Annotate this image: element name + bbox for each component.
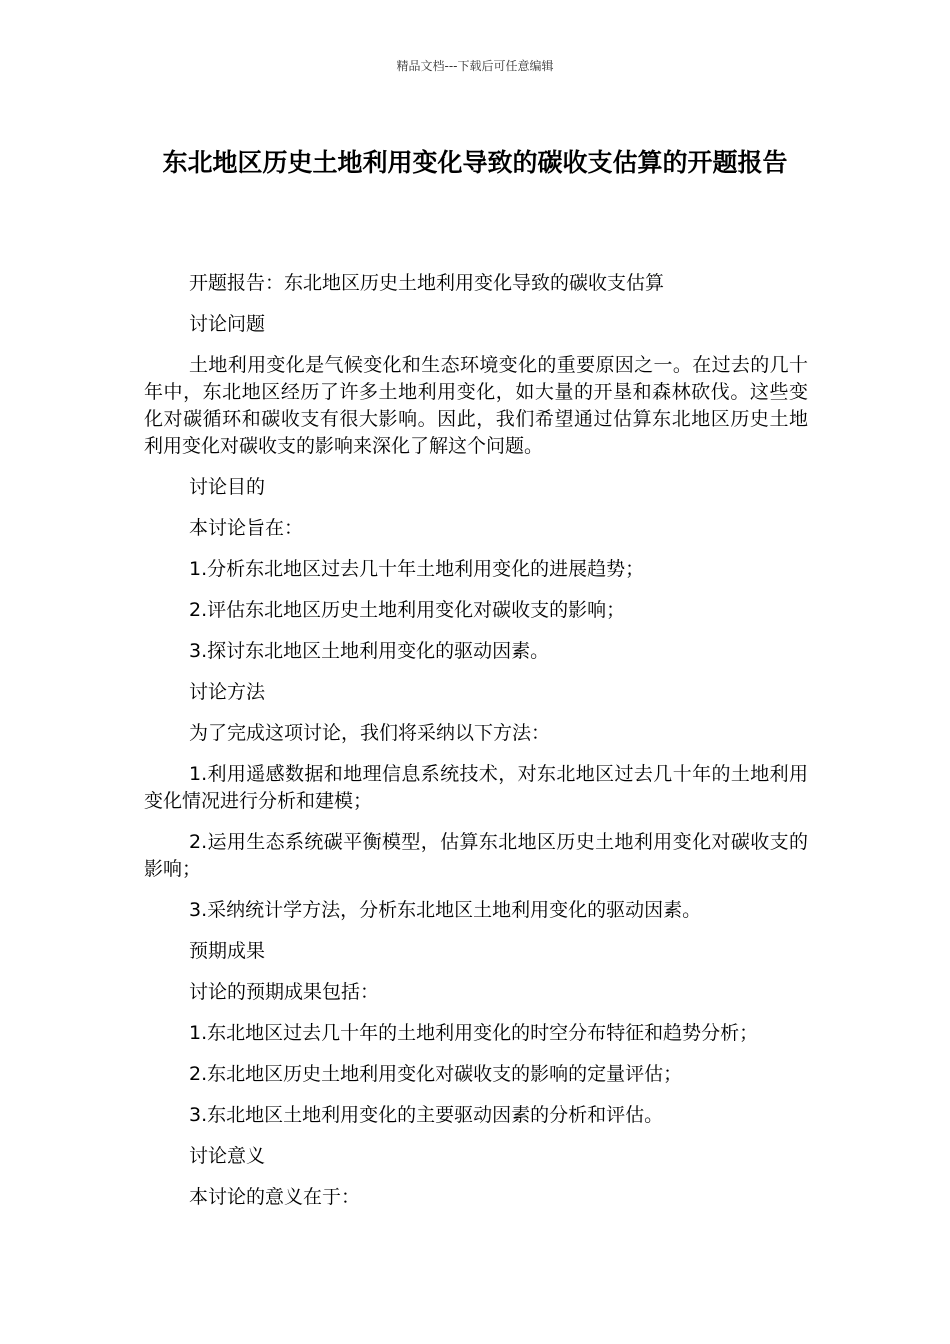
list-item: 1.东北地区过去几十年的土地利用变化的时空分布特征和趋势分析； bbox=[189, 1022, 759, 1044]
list-item: 2.运用生态系统碳平衡模型，估算东北地区历史土地利用变化对碳收支的影响； bbox=[144, 831, 808, 880]
list-item: 1.分析东北地区过去几十年土地利用变化的进展趋势； bbox=[189, 558, 645, 580]
paragraph: 土地利用变化是气候变化和生态环境变化的重要原因之一。在过去的几十年中，东北地区经历了许多土地利用变化，如大量的开垦和森林砍伐。这些变化对碳循环和碳收支有很大影响。因此，我们希望通过估算东北地区历史土地利用变化对碳收支的影响来深化了解这个问题。 bbox=[144, 354, 808, 457]
section-heading: 讨论目的 bbox=[189, 476, 266, 498]
document-title: 东北地区历史土地利用变化导致的碳收支估算的开题报告 bbox=[162, 148, 788, 177]
list-item: 3.采纳统计学方法，分析东北地区土地利用变化的驱动因素。 bbox=[189, 899, 702, 921]
paragraph: 本讨论旨在： bbox=[189, 517, 304, 539]
list-item: 3.东北地区土地利用变化的主要驱动因素的分析和评估。 bbox=[189, 1104, 664, 1126]
list-item: 2.评估东北地区历史土地利用变化对碳收支的影响； bbox=[189, 599, 626, 621]
paragraph: 开题报告：东北地区历史土地利用变化导致的碳收支估算 bbox=[189, 272, 665, 294]
list-item: 1.利用遥感数据和地理信息系统技术，对东北地区过去几十年的土地利用变化情况进行分析和建模； bbox=[144, 763, 808, 812]
header-note: 精品文档---下载后可任意编辑 bbox=[396, 59, 554, 73]
paragraph: 为了完成这项讨论，我们将采纳以下方法： bbox=[189, 722, 551, 744]
paragraph: 本讨论的意义在于： bbox=[189, 1186, 361, 1208]
section-heading: 讨论问题 bbox=[189, 313, 266, 335]
section-heading: 预期成果 bbox=[189, 940, 266, 962]
section-heading: 讨论方法 bbox=[189, 681, 266, 703]
document-body bbox=[144, 270, 808, 1211]
section-heading: 讨论意义 bbox=[189, 1145, 266, 1167]
list-item: 2.东北地区历史土地利用变化对碳收支的影响的定量评估； bbox=[189, 1063, 683, 1085]
list-item: 3.探讨东北地区土地利用变化的驱动因素。 bbox=[189, 640, 550, 662]
paragraph: 讨论的预期成果包括： bbox=[189, 981, 380, 1003]
